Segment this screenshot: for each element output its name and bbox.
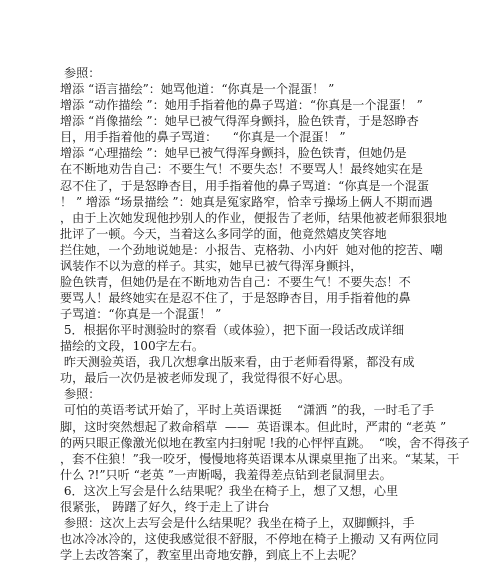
text-line: 在不断地劝告自己：不要生气！不要失态！不要骂人！最终她实在是 xyxy=(60,162,423,177)
text-line: 增添 “语言描绘”：她骂他道：“你真是一个混蛋！ ” xyxy=(60,82,335,97)
text-line: 拦住她，一个劲地说她是：小报告、克格勃、小内奸 她对他的挖苦、嘲 xyxy=(60,242,443,257)
text-line: 批评了一顿。今天，当着这么多同学的面，他竟然嬉皮笑容地 xyxy=(60,226,387,241)
text-line: 脸色铁青，但她仍是在不断地劝告自己：不要生气！不要失态！不 xyxy=(60,274,411,289)
text-line: 参照：这次上去写会是什么结果呢？我坐在椅子上，双脚颤抖，手 xyxy=(60,515,415,530)
text-line: 昨天测验英语，我几次想拿出版来看，由于老师看得紧，都没有成 xyxy=(60,355,415,370)
text-line: ，套不住狼！”我一咬牙，慢慢地将英语课本从课桌里拖了出来。“某某，干 xyxy=(60,451,460,466)
text-line: 描绘的文段，100字左右。 xyxy=(60,339,205,354)
text-line: 增添 “心理描绘 ”：她早已被气得浑身颤抖，脸色铁青，但她仍是 xyxy=(60,146,407,161)
text-line: 6．这次上写会是什么结果呢？我坐在椅子上，想了又想，心里 xyxy=(60,483,399,498)
text-line: 功，最后一次仍是被老师发现了，我觉得很不好心思。 xyxy=(60,371,351,386)
text-line: 也冰冷冰冷的，这使我感觉很不舒服，不停地在椅子上搬动 又有两位同 xyxy=(60,531,439,546)
text-line: 可怕的英语考试开始了，平时上英语课挺 “潇洒 ”的我，一时毛了手 xyxy=(60,403,435,418)
text-line: 要骂人！最终她实在是忍不住了，于是怒睁杏目，用手指着他的鼻 xyxy=(60,290,411,305)
text-line: ！ ” 增添 “场景描绘 ”：她真是冤家路窄，恰幸亏操场上俩人不期而遇 xyxy=(60,194,433,209)
text-line: 参照： xyxy=(64,66,101,80)
text-line: 很紧张， 踌躇了好久，终于走上了讲台 xyxy=(60,499,270,514)
text-line: 参照： xyxy=(64,387,101,402)
text-line: ，由于上次她发现他抄别人的作业，便报告了老师，结果他被老师狠狠地 xyxy=(60,210,448,225)
text-line: 忍不住了，于是怒睁杏目，用手指着他的鼻子骂道：“你真是一个混蛋 xyxy=(60,178,429,193)
text-line: 脚，这时突然想起了救命稻草 —— 英语课本。但此时，严肃的 “老英 ” xyxy=(60,419,447,434)
text-line: 增添 “肖像描绘 ”：她早已被气得浑身颤抖，脸色铁青，于是怒睁杏 xyxy=(60,114,419,129)
text-line: 增添 “动作描绘 ”：她用手指着他的鼻子骂道：“你真是一个混蛋！ ” xyxy=(60,98,423,113)
text-line: 目，用手指着他的鼻子骂道： “你真是一个混蛋！ ” xyxy=(60,130,346,145)
text-line: 讽装作不以为意的样子。其实，她早已被气得浑身颤抖， xyxy=(60,258,363,273)
text-line: 什么 ?!”只听 “老英 ”一声断喝，我羞得差点钻到老鼠洞里去。 xyxy=(60,467,392,482)
text-line: 的两只眼正像激光似地在教室内扫射呢 !我的心怦怦直跳。 “唉，舍不得孩子 xyxy=(60,435,470,450)
text-line: 学上去改答案了，教室里出奇地安静，到底上不上去呢？ xyxy=(60,548,363,562)
text-line: 5．根据你平时测验时的察看（或体验），把下面一段话改成详细 xyxy=(60,323,405,338)
text-line: 子骂道：“你真是一个混蛋！ ” xyxy=(60,307,222,321)
